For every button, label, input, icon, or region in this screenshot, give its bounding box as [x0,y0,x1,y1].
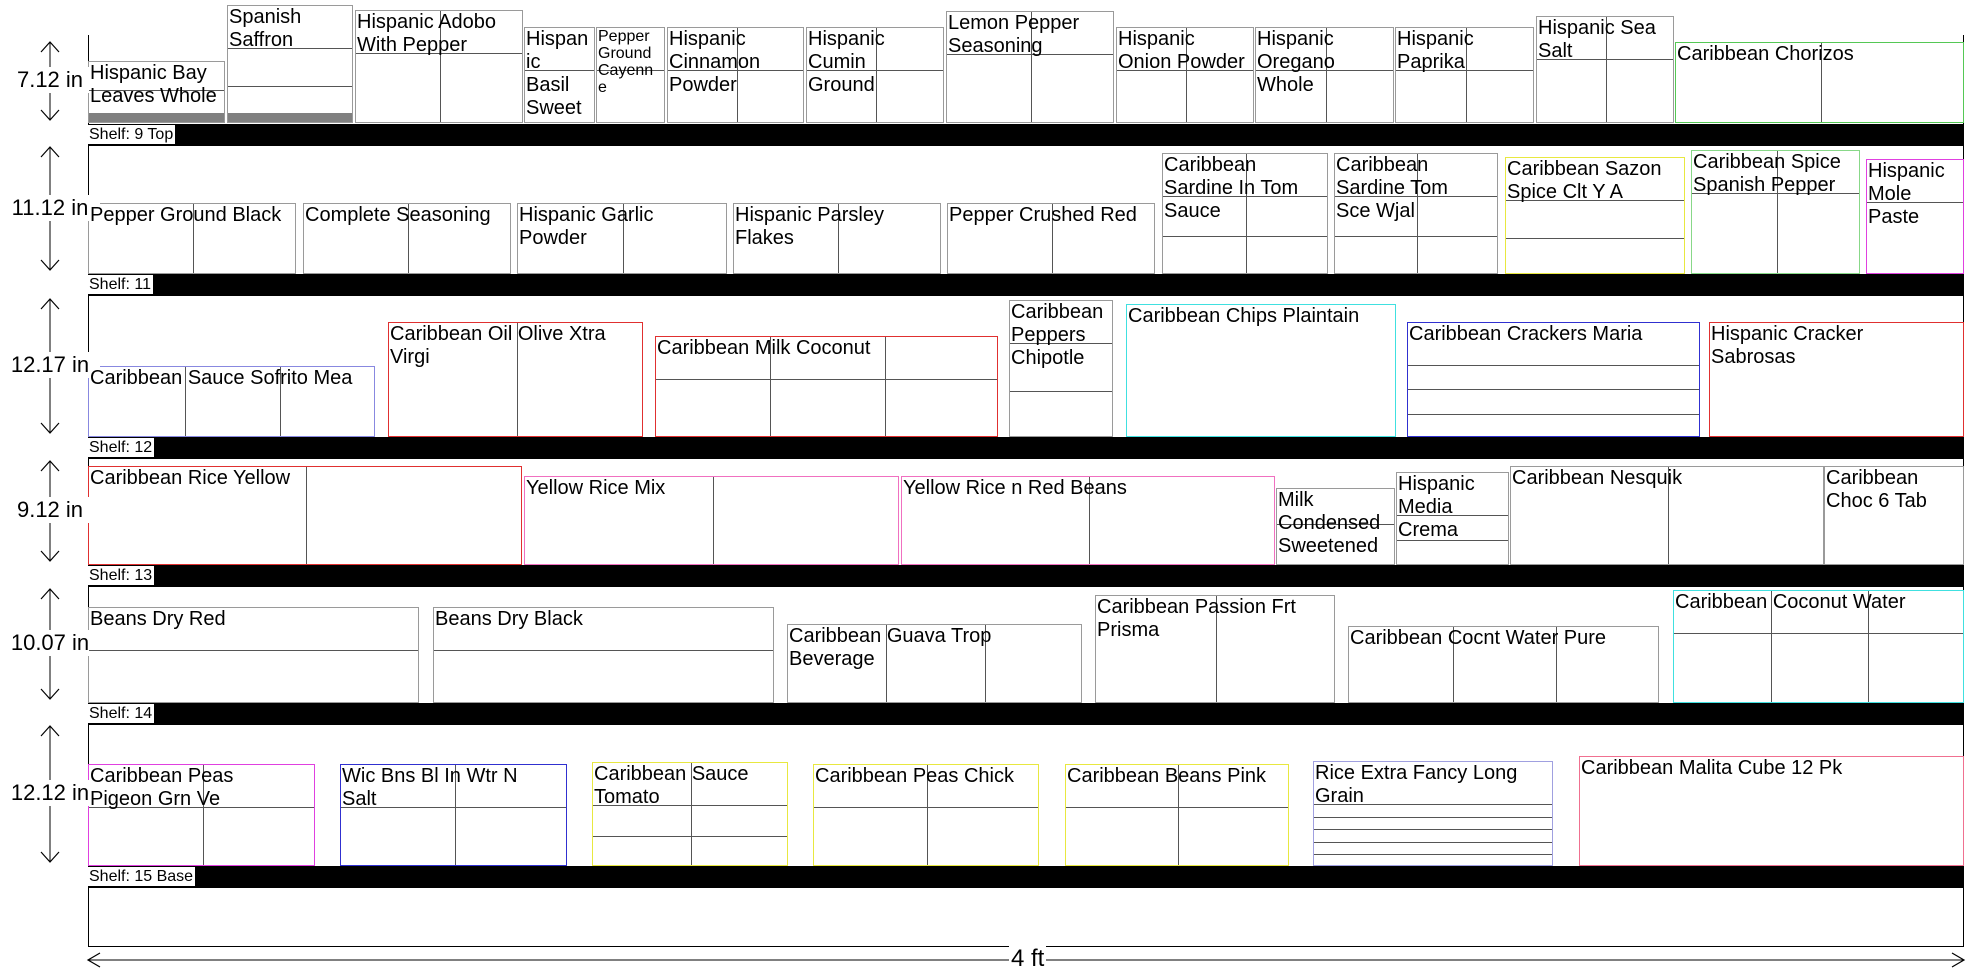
product-name: Caribbean Beans Pink [1067,765,1267,787]
shelf-bar [88,274,1964,296]
row-divider [1867,202,1963,203]
row-divider [1256,70,1393,71]
product-facing-block[interactable] [1255,27,1394,123]
product-name: Pepper Ground Cayenn e [598,28,654,96]
product-fill [228,113,352,122]
product-facing-block[interactable] [1126,304,1396,437]
product-name: Beans Dry Black [435,608,583,630]
facing-divider [185,367,186,436]
product-name: Caribbean Guava Trop Beverage [789,625,992,670]
facing-divider [1216,596,1217,702]
row-divider [1408,365,1699,366]
product-facing-block[interactable] [517,203,727,274]
row-divider [1506,200,1684,201]
facing-divider [1668,467,1669,564]
product-name: Caribbean Milk Coconut [657,337,871,359]
product-facing-block[interactable] [388,322,643,437]
product-name: Rice Extra Fancy Long Grain [1315,762,1518,807]
product-facing-block[interactable] [1009,300,1113,437]
shelf-height-label: 11.12 in [0,195,100,221]
row-divider [1314,842,1552,843]
product-facing-block[interactable] [1579,756,1964,866]
product-facing-block[interactable] [946,11,1114,123]
row-divider [89,650,418,651]
product-name: Caribbean Sardine Tom Sce Wjal [1336,154,1448,222]
product-name: Caribbean Peas Pigeon Grn Ve [90,765,234,810]
facing-divider [770,337,771,436]
shelf-height-label: 12.17 in [0,352,100,378]
row-divider [89,90,224,91]
facing-divider [1186,28,1187,122]
product-facing-block[interactable] [88,203,296,274]
product-name: Hispanic Cracker Sabrosas [1711,323,1864,368]
facing-divider [455,765,456,865]
product-facing-block[interactable] [1162,153,1328,274]
product-name: Caribbean Chips Plaintain [1128,305,1360,327]
row-divider [525,70,594,71]
facing-divider [713,477,714,564]
product-name: Caribbean Coconut Water [1675,591,1906,613]
row-divider [341,807,566,808]
product-facing-block[interactable] [1276,488,1395,565]
product-facing-block[interactable] [88,607,419,703]
product-facing-block[interactable] [596,27,665,123]
facing-divider [1556,627,1557,702]
shelf-bar [88,565,1964,587]
product-facing-block[interactable] [733,203,941,274]
row-divider [1396,70,1533,71]
facing-divider [737,28,738,122]
product-facing-block[interactable] [1691,150,1860,274]
facing-divider [517,323,518,436]
row-divider [1277,524,1394,525]
product-name: Caribbean Spice Spanish Pepper [1693,151,1841,196]
product-facing-block[interactable] [340,764,567,866]
row-divider [1397,515,1508,516]
product-name: Hispanic Bay Leaves Whole [90,62,217,107]
product-name: Hispanic Media Crema [1398,473,1475,541]
facing-divider [1868,591,1869,702]
facing-divider [1777,151,1778,273]
product-name: Caribbean Peppers Chipotle [1011,301,1104,369]
facing-divider [623,204,624,273]
row-divider [1010,391,1112,392]
product-facing-block[interactable] [1675,42,1964,123]
product-name: Caribbean Peas Chick [815,765,1014,787]
product-name: Caribbean Malita Cube 12 Pk [1581,757,1843,779]
row-divider [807,70,943,71]
shelf-bar [88,866,1964,888]
row-divider [597,70,664,71]
facing-divider [927,765,928,865]
product-facing-block[interactable] [901,476,1275,565]
facing-divider [1606,17,1607,122]
product-facing-block[interactable] [1395,27,1534,123]
facing-divider [1821,43,1822,122]
row-divider [1314,829,1552,830]
product-facing-block[interactable] [947,203,1155,274]
shelf-label: Shelf: 15 Base [89,868,194,885]
product-facing-block[interactable] [88,466,522,565]
row-divider [89,807,314,808]
product-fill [89,113,224,122]
row-divider [1335,236,1497,237]
product-facing-block[interactable] [88,366,375,437]
product-facing-block[interactable] [1065,764,1289,866]
product-facing-block[interactable] [1510,466,1824,565]
row-divider [1408,414,1699,415]
row-divider [1066,807,1288,808]
facing-divider [440,11,441,122]
product-facing-block[interactable] [1673,590,1964,703]
shelf-bar [88,703,1964,725]
product-name: Pepper Ground Black [90,204,282,226]
product-name: Hispanic Mole Paste [1868,160,1945,228]
product-name: Caribbean Rice Yellow [90,467,291,489]
facing-divider [408,204,409,273]
row-divider [1314,804,1552,805]
product-facing-block[interactable] [1709,322,1964,437]
shelf-height-label: 12.12 in [0,780,100,806]
row-divider [1335,196,1497,197]
shelf-height-label: 9.12 in [0,497,100,523]
row-divider [1163,196,1327,197]
product-facing-block[interactable] [1334,153,1498,274]
facing-divider [203,765,204,865]
product-name: Wic Bns Bl In Wtr N Salt [342,765,518,810]
shelf-height-label: 7.12 in [0,67,100,93]
facing-divider [1771,591,1772,702]
shelf-label: Shelf: 13 [89,567,153,584]
product-facing-block[interactable] [1095,595,1335,703]
product-name: Pepper Crushed Red [949,204,1137,226]
shelf-label: Shelf: 9 Top [89,126,174,143]
product-name: Hispanic Cumin Ground [808,28,885,96]
row-divider [593,805,787,806]
product-facing-block[interactable] [813,764,1039,866]
product-name: Caribbean Sazon Spice Clt Y A [1507,158,1662,203]
product-name: Hispanic Paprika [1397,28,1474,73]
product-name: Hispanic Cinnamon Powder [669,28,761,96]
product-name: Caribbean Choc 6 Tab [1826,467,1927,512]
row-divider [228,48,352,49]
product-name: Caribbean Sauce Tomato [594,763,749,808]
product-name: Complete Seasoning [305,204,491,226]
facing-divider [1178,765,1179,865]
product-name: Hispanic Adobo With Pepper [357,11,496,56]
row-divider [1163,236,1327,237]
product-facing-block[interactable] [1396,472,1509,565]
product-facing-block[interactable] [1505,157,1685,274]
row-divider [656,379,997,380]
width-label: 4 ft [1011,945,1045,972]
row-divider [814,807,1038,808]
shelf-height-label: 10.07 in [0,630,100,656]
product-name: Yellow Rice n Red Beans [903,477,1127,499]
facing-divider [886,625,887,702]
row-divider [1314,817,1552,818]
product-name: Caribbean Crackers Maria [1409,323,1643,345]
product-name: Caribbean Sauce Sofrito Mea [90,367,353,389]
product-facing-block[interactable] [1313,761,1553,866]
product-name: Yellow Rice Mix [526,477,666,499]
product-facing-block[interactable] [1407,322,1700,437]
product-name: Milk Condensed Sweetened [1278,489,1381,557]
product-facing-block[interactable] [1536,16,1674,123]
product-facing-block[interactable] [355,10,523,123]
facing-divider [193,204,194,273]
shelf-label: Shelf: 12 [89,439,153,456]
facing-divider [306,467,307,564]
product-facing-block[interactable] [88,61,225,123]
product-facing-block[interactable] [1116,27,1254,123]
product-facing-block[interactable] [592,762,788,866]
product-name: Spanish Saffron [229,6,302,51]
product-name: Beans Dry Red [90,608,226,630]
row-divider [356,53,522,54]
product-name: Hispan ic Basil Sweet [526,28,589,119]
row-divider [1397,540,1508,541]
product-facing-block[interactable] [655,336,998,437]
row-divider [1506,238,1684,239]
facing-divider [691,763,692,865]
product-name: Lemon Pepper Seasoning [948,12,1080,57]
facing-divider [985,625,986,702]
product-name: Hispanic Sea Salt [1538,17,1656,62]
product-facing-block[interactable] [88,764,315,866]
product-name: Caribbean Cocnt Water Pure [1350,627,1607,649]
facing-divider [1326,28,1327,122]
facing-divider [280,367,281,436]
facing-divider [1031,12,1032,122]
product-name: Hispanic Oregano Whole [1257,28,1335,96]
product-facing-block[interactable] [806,27,944,123]
row-divider [1010,343,1112,344]
product-name: Caribbean Passion Frt Prisma [1097,596,1296,641]
row-divider [1314,854,1552,855]
product-name: Hispanic Garlic Powder [519,204,654,249]
product-name: Caribbean Sardine In Tom Sauce [1164,154,1299,222]
facing-divider [1466,28,1467,122]
product-facing-block[interactable] [1866,159,1964,274]
row-divider [1117,70,1253,71]
product-name: Caribbean Oil Olive Xtra Virgi [390,323,606,368]
facing-divider [1417,154,1418,273]
product-facing-block[interactable] [524,476,899,565]
row-divider [1408,389,1699,390]
product-facing-block[interactable] [433,607,774,703]
product-name: Hispanic Parsley Flakes [735,204,884,249]
facing-divider [1089,477,1090,564]
facing-divider [1453,627,1454,702]
product-facing-block[interactable] [1348,626,1659,703]
facing-divider [1052,204,1053,273]
row-divider [1674,633,1963,634]
facing-divider [838,204,839,273]
shelf-label: Shelf: 14 [89,705,153,722]
shelf-label: Shelf: 11 [89,276,151,293]
product-name: Caribbean Nesquik [1512,467,1683,489]
product-facing-block[interactable] [303,203,511,274]
product-facing-block[interactable] [1824,466,1964,565]
row-divider [947,54,1113,55]
facing-divider [876,28,877,122]
product-name: Hispanic Onion Powder [1118,28,1245,73]
shelf-bar [88,437,1964,459]
product-facing-block[interactable] [667,27,804,123]
row-divider [228,86,352,87]
product-facing-block[interactable] [524,27,595,123]
row-divider [1537,59,1673,60]
row-divider [593,836,787,837]
shelf-bar [88,124,1964,146]
facing-divider [885,337,886,436]
row-divider [434,650,773,651]
product-name: Caribbean Chorizos [1677,43,1854,65]
row-divider [668,70,803,71]
facing-divider [1246,154,1247,273]
product-facing-block[interactable] [787,624,1082,703]
product-facing-block[interactable] [227,5,353,123]
row-divider [1692,193,1859,194]
